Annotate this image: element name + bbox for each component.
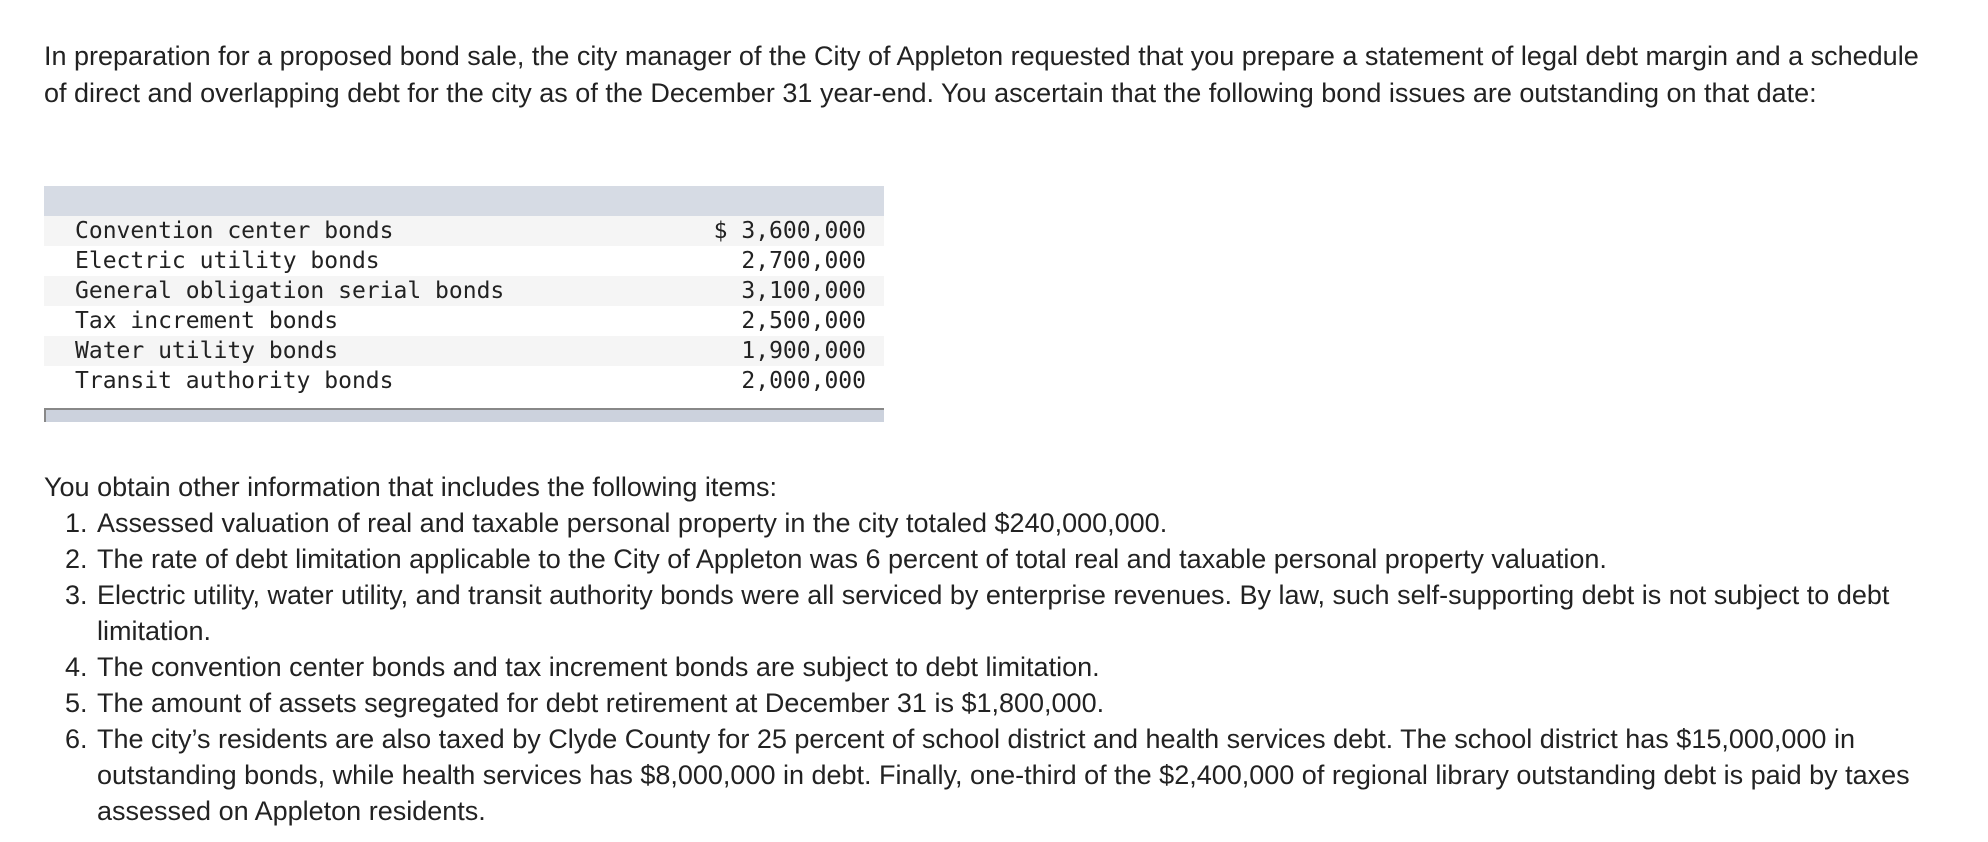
bond-amount: 3,100,000 bbox=[741, 278, 866, 304]
table-row bbox=[44, 306, 884, 336]
table-row bbox=[44, 366, 884, 396]
bond-amount: 2,700,000 bbox=[741, 248, 866, 274]
list-item: 5. The amount of assets segregated for debt retirement at December 31 is $1,800,000. bbox=[95, 685, 1944, 721]
list-item: 6. The city’s residents are also taxed by Clyde County for 25 percent of school district and health services debt. The school district has $15,000,000 in outstanding bonds, while health services has $8,000,000 in debt. Finally, one-third of the $2,400,000 of regional library outstanding debt is paid by taxes assessed on Appleton residents. bbox=[95, 721, 1944, 829]
bond-amount: 2,000,000 bbox=[741, 368, 866, 394]
table-row bbox=[44, 276, 884, 306]
bond-name: General obligation serial bonds bbox=[75, 278, 505, 304]
info-list bbox=[44, 505, 1944, 829]
bond-name: Electric utility bonds bbox=[75, 248, 380, 274]
table-body bbox=[44, 216, 884, 396]
bond-name: Tax increment bonds bbox=[75, 308, 339, 334]
bond-amount: 1,900,000 bbox=[741, 338, 866, 364]
list-item: 4. The convention center bonds and tax increment bonds are subject to debt limitation. bbox=[95, 649, 1944, 685]
other-heading: You obtain other information that includes the following items: bbox=[44, 472, 777, 502]
table-header bbox=[44, 186, 884, 216]
intro-paragraph: In preparation for a proposed bond sale, the city manager of the City of Appleton requested that you prepare a statement of legal debt margin and a schedule of direct and overlapping debt for the city as of the December 31 year-end. You ascertain that the following bond issues are outstanding on that date: bbox=[44, 41, 1919, 108]
table-footer bbox=[44, 408, 884, 422]
bond-name: Convention center bonds bbox=[75, 218, 394, 244]
bond-table bbox=[44, 186, 884, 422]
bond-amount: 2,500,000 bbox=[741, 308, 866, 334]
table-row bbox=[44, 336, 884, 366]
table-row bbox=[44, 246, 884, 276]
other-information bbox=[44, 469, 1944, 829]
bond-amount: $ 3,600,000 bbox=[713, 218, 866, 244]
bond-name: Transit authority bonds bbox=[75, 368, 394, 394]
list-item: 2. The rate of debt limitation applicable to the City of Appleton was 6 percent of total real and taxable personal property valuation. bbox=[95, 541, 1944, 577]
bond-name: Water utility bonds bbox=[75, 338, 339, 364]
table-row bbox=[44, 216, 884, 246]
list-item: 1. Assessed valuation of real and taxable personal property in the city totaled $240,000,000. bbox=[95, 505, 1944, 541]
list-item: 3. Electric utility, water utility, and transit authority bonds were all serviced by enterprise revenues. By law, such self-supporting debt is not subject to debt limitation. bbox=[95, 577, 1944, 649]
